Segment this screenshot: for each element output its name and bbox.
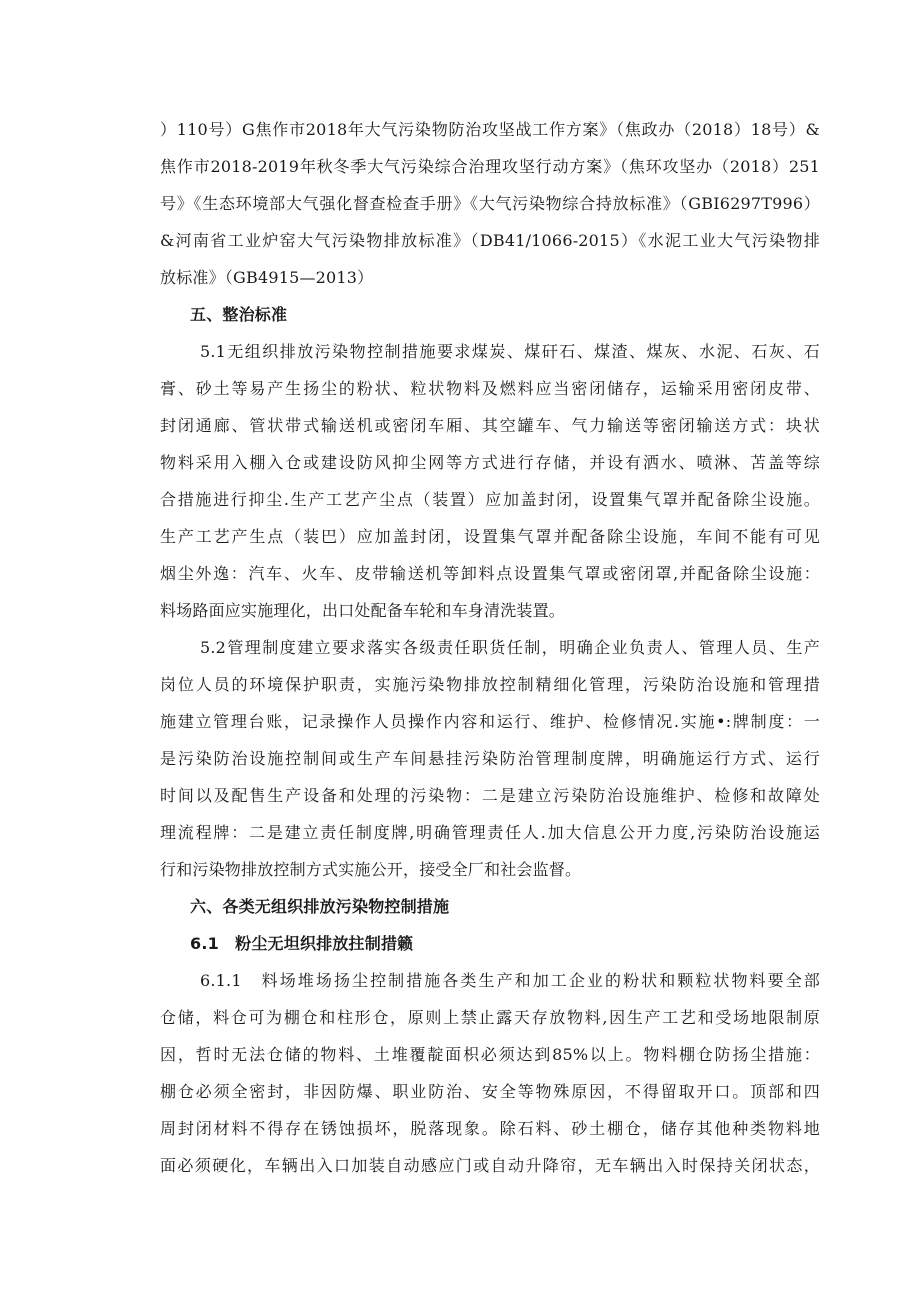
paragraph-line: 料场路面应实施理化，出口处配备车轮和车身清洗装置。	[160, 601, 566, 620]
paragraph-line: 5.2管理制度建立要求落实各级责任职货任制，明确企业负责人、管理人员、生产	[200, 638, 820, 657]
section-heading: 五、整治标准	[190, 305, 288, 324]
intro-line: ）110号）G焦作市2018年大气污染物防治攻坚战工作方案》（焦政办（2018）18号）&	[160, 120, 820, 139]
paragraph-line: 仓储，料仓可为棚仓和柱形仓，原则上禁止露天存放物料,因生产工艺和受场地限制原	[160, 1008, 820, 1027]
subsection-heading: 6.1 粉尘无坦织排放拄制措籁	[190, 934, 414, 953]
section-heading: 六、各类无组织排放污染物控制措施	[190, 897, 450, 916]
paragraph-line: 生产工艺产生点（装巴）应加盖封闭，设置集气罩并配备除尘设施，车间不能有可见	[160, 527, 820, 546]
paragraph-line: 周封闭材料不得存在锈蚀损坏，脱落现象。除石料、砂土棚仓，储存其他种类物料地	[160, 1119, 820, 1138]
paragraph-line: 因，哲时无法仓储的物料、土堆覆靛面枳必须达到85%以上。物料棚仓防扬尘措施：	[160, 1045, 820, 1064]
paragraph-line: 时间以及配售生产设备和处理的污染物：二是建立污染防治设施维护、检修和故障处	[160, 786, 820, 805]
paragraph-line: 膏、砂土等易产生扬尘的粉状、粒状物料及燃料应当密闭储存，运输采用密闭皮带、	[160, 379, 820, 398]
intro-line: &河南省工业炉窑大气污染物排放标准》（DB41/1066-2015）《水泥工业大气污染物排	[160, 231, 820, 250]
paragraph-line: 物料采用入棚入仓或建设防风抑尘网等方式进行存储，并设有洒水、喷淋、苫盖等综	[160, 453, 820, 472]
intro-line: 焦作市2018-2019年秋冬季大气污染综合治理攻坚行动方案》（焦环攻坚办（2018）251	[160, 157, 820, 176]
paragraph-line: 理流程牌：二是建立责任制度牌,明确管理责任人.加大信息公开力度,污染防治设施运	[160, 823, 820, 842]
intro-line: 放标准》（GB4915—2013）	[160, 268, 374, 287]
paragraph-line: 烟尘外逸：汽车、火车、皮带输送机等卸料点设置集气罩或密闭罩,并配备除尘设施：	[160, 564, 820, 583]
paragraph-line: 6.1.1 料场堆场扬尘控制措施各类生产和加工企业的粉状和颗粒状物料要全部	[200, 971, 820, 990]
paragraph-line: 面必须硬化，车辆出入口加装自动感应门或自动升降帘，无车辆出入时保持关闭状态，	[160, 1156, 820, 1175]
paragraph-line: 封闭通廊、管状带式输送机或密闭车厢、其空罐车、气力输送等密闭输送方式：块状	[160, 416, 820, 435]
intro-line: 号》《生态环境部大气强化督查检查手册》《大气污染物综合持放标准》（GBI6297T996）	[160, 194, 820, 213]
paragraph-line: 合措施进行抑尘.生产工艺产尘点（装置）应加盖封闭，设置集气罩并配备除尘设施。	[160, 490, 820, 509]
paragraph-line: 岗位人员的环境保护职责，实施污染物排放控制精细化管理，污染防治设施和管理措	[160, 675, 820, 694]
paragraph-line: 5.1无组织排放污染物控制措施要求煤炭、煤矸石、煤渣、煤灰、水泥、石灰、石	[200, 342, 820, 361]
paragraph-line: 是污染防治设施控制间或生产车间悬挂污染防治管理制度牌，明确施运行方式、运行	[160, 749, 820, 768]
paragraph-line: 棚仓必须全密封，非因防爆、职业防治、安全等物殊原因，不得留取开口。顶部和四	[160, 1082, 820, 1101]
paragraph-line: 施建立管理台账，记录操作人员操作内容和运行、维护、检修情况.实施•:牌制度：一	[160, 712, 820, 731]
paragraph-line: 行和污染物排放控制方式实施公开，接受全厂和社会监督。	[160, 860, 582, 879]
